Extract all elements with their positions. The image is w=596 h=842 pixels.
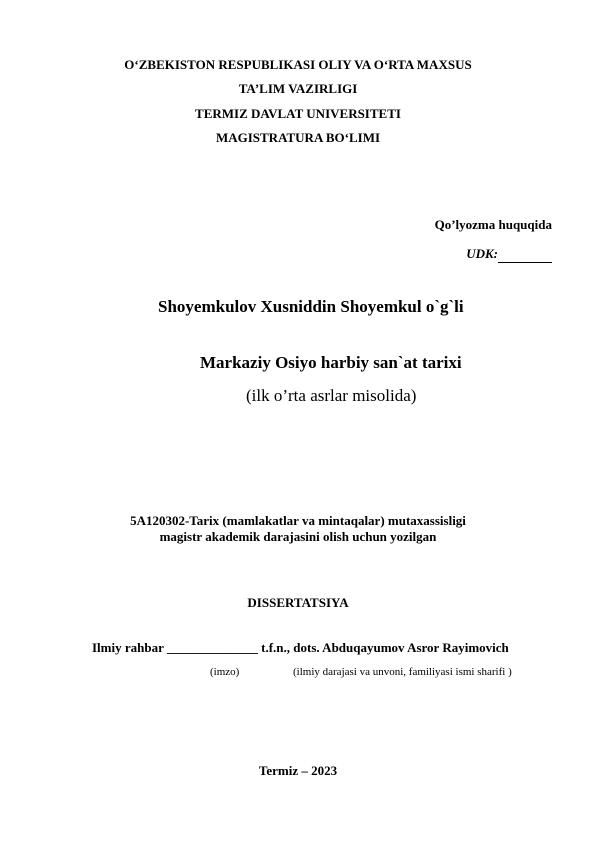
specialty-line-2: magistr akademik darajasini olish uchun yozilgan: [159, 529, 437, 544]
supervisor-label: Ilmiy rahbar: [92, 640, 164, 655]
supervisor-name: t.f.n., dots. Abduqayumov Asror Rayimovich: [261, 640, 509, 655]
city-year: Termiz – 2023: [258, 763, 338, 778]
department-name: MAGISTRATURA BO‘LIMI: [215, 130, 381, 145]
ministry-line-1: O‘ZBEKISTON RESPUBLIKASI OLIY VA O‘RTA MAXSUS: [124, 57, 472, 72]
manuscript-rights: Qo’lyozma huquqida: [434, 217, 552, 232]
thesis-subtitle: (ilk o’rta asrlar misolida): [246, 386, 417, 405]
ministry-line-2: TA’LIM VAZIRLIGI: [238, 81, 358, 96]
signature-blank: ______________: [166, 640, 258, 655]
thesis-title: Markaziy Osiyo harbiy san`at tarixi: [200, 353, 462, 372]
signature-caption: (imzo): [210, 666, 240, 678]
supervisor-info-caption: (ilmiy darajasi va unvoni, familiyasi ismi sharifi ): [293, 666, 512, 678]
university-name: TERMIZ DAVLAT UNIVERSITETI: [195, 106, 401, 121]
specialty-line-1: 5A120302-Tarix (mamlakatlar va mintaqalar) mutaxassisligi: [130, 513, 466, 528]
author-name: Shoyemkulov Xusniddin Shoyemkul o`g`li: [158, 297, 464, 316]
supervisor-line: [92, 640, 509, 656]
udk-blank: [498, 246, 552, 263]
udk-field: [466, 246, 552, 263]
udk-label: UDK:: [466, 246, 498, 261]
document-type: DISSERTATSIYA: [247, 595, 349, 610]
